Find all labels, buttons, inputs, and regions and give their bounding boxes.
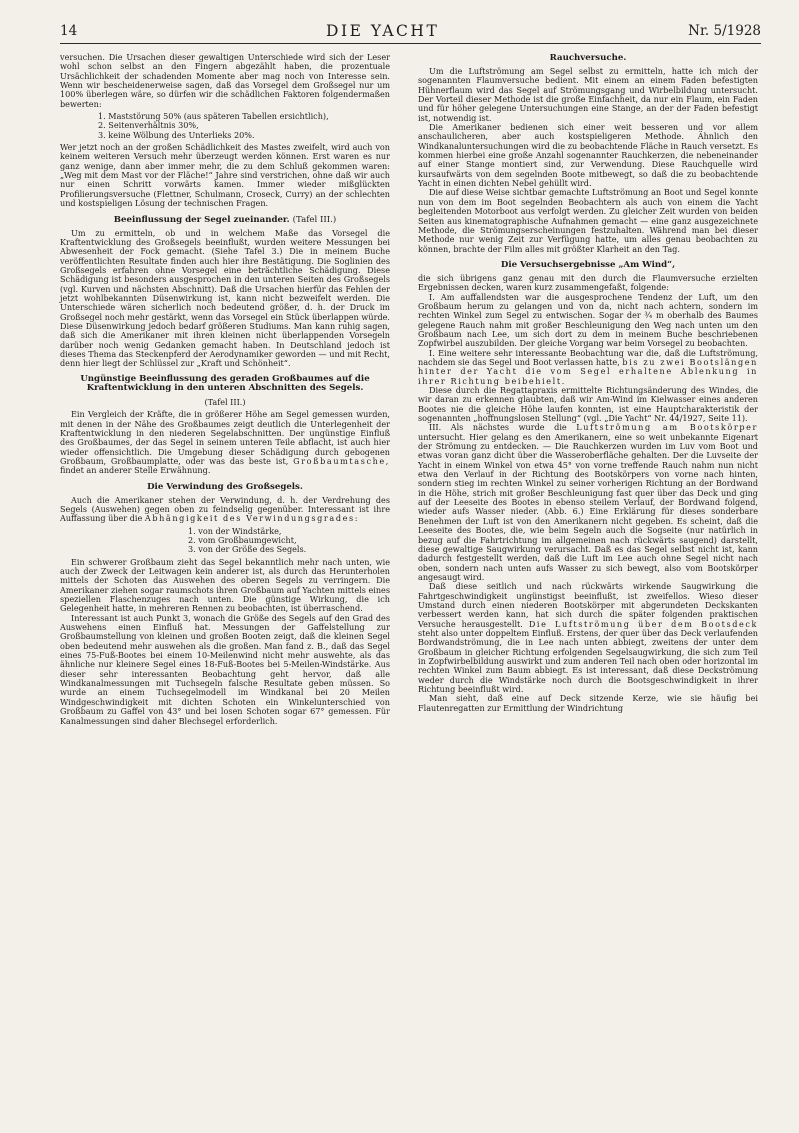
- paragraph: Daß diese seitlich und nach rückwärts wirkende Saugwirkung die Fahrtgeschwindigkeit ungünstigst beeinflußt, ist zweifellos. Wieso dieser Umstand durch einen niederen Bootskörper mit abgerundeten Deckskanten verbessert werden kann, hat sich durch die später folgenden praktischen Versuche herausgestellt. Die Luftströmung über dem Bootsdeck steht also unter doppeltem Einfluß. Erstens, der quer über das Deck verlaufenden Bordwandströmung, die in Lee nach unten abbiegt, zweitens der unter dem Großbaum in gleicher Richtung erfolgenden Segelsaugwirkung, die sich zum Teil in Zopfwirbelbildung auswirkt und zum anderen Teil nach oben oder horizontal im rechten Winkel zum Baum abbiegt. Es ist interessant, daß diese Deckströmung weder durch die Windstärke noch durch die Bootsgeschwindigkeit in ihrer Richtung beeinflußt wird.: [418, 581, 758, 694]
- right-column: [418, 53, 758, 713]
- spaced-emphasis: Abhängigkeit des Verwindungsgrades:: [144, 513, 360, 524]
- spaced-emphasis: Die Luftströmung über dem Bootsdeck: [528, 618, 758, 629]
- paragraph: Um zu ermitteln, ob und in welchem Maße das Vorsegel die Kraftentwicklung des Großsegels beeinflußt, wurden weitere Messungen bei Abwesenheit der Fock gemacht. (Siehe Tafel 3.) Die in meinem Buche veröffentlichten Resultate finden auch hier ihre Bestätigung. Die Soglinien des Großsegels erfahren ohne Vorsegel eine beträchtliche Schädigung. Diese Schädigung ist besonders ausgesprochen in den unteren Seiten des Großsegels (vgl. Kurven und nächsten Abschnitt). Daß die Ursachen hierfür das Fehlen der jetzt wohlbekannten Düsenwirkung ist, kann nicht bezweifelt werden. Die Unterschiede wären sicherlich noch bedeutend größer, d. h. der Druck im Großsegel noch mehr gestärkt, wenn das Vorsegel ein Stück überlappen würde. Diese Düsenwirkung jedoch bedarf größeren Studiums. Man kann ruhig sagen, daß sich die Amerikaner mit ihren kleinen nicht überlappenden Vorsegeln darüber noch wenig Gedanken gemacht haben. In Deutschland jedoch ist dieses Thema das Steckenpferd der Aerodynamiker geworden — und mit Recht, denn hier liegt der Schlüssel zur „Kraft und Schönheit“.: [60, 227, 390, 369]
- paragraph: Um die Luftströmung am Segel selbst zu ermitteln, hatte ich mich der sogenannten Flaumversuche bedient. Mit einem an einem Faden befestigten Hühnerflaum wird das Segel auf Strömungsgang und Wirbelbildung untersucht. Der Vorteil dieser Methode ist die große Einfachheit, da nur ein Flaum, ein Faden und für höher gelegene Untersuchungen eine Stange, an der der Faden befestigt ist, notwendig ist.: [418, 66, 758, 123]
- heading-plate-ref: (Tafel III.): [204, 396, 246, 407]
- paragraph: Ein Vergleich der Kräfte, die in größerer Höhe am Segel gemessen wurden, mit denen in der Nähe des Großbaumes zeigt deutlich die Unterlegenheit der Kraftentwicklung in den niederen Segelabschnitten. Der ungünstige Einfluß des Großbaumes, der das Segel in seinem unteren Teile abflacht, ist auch hier wieder offensichtlich. Die Umgebung dieser Schädigung durch gebogenen Großbaum, Großbaumplatte, oder was das beste ist, Großbaumtasche, findet an anderer Stelle Erwähnung.: [60, 409, 390, 476]
- list-item: 1. Maststörung 50% (aus späteren Tabellen ersichtlich),: [98, 111, 329, 122]
- header-rule: [60, 43, 761, 44]
- paragraph: III. Als nächstes wurde die Luftströmung am Bootskörper untersucht. Hier gelang es den Amerikanern, eine so weit unbekannte Eigenart der Strömung zu entdecken. — Die Rauchkerzen wurden im Luv vom Boot und etwas voran ganz dicht über die Wasseroberfläche gehalten. Der die Luvseite der Yacht in einem Winkel von etwa 45° von vorne treffende Rauch nahm nun nicht etwa den Verlauf in der Richtung des Bootskörpers von vorne nach hinten, sondern stieg im rechten Winkel zu seiner vorherigen Richtung an der Bordwand in die Höhe, strich mit großer Beschleunigung fast quer über das Deck und ging auf der Leeseite des Bootes in ebenso steilem Verlauf, der Bordwand folgend, wieder aufs Wasser nieder. (Abb. 6.) Eine Erklärung für dieses sonderbare Benehmen der Luft ist von den Amerikanern nicht gegeben. Es scheint, daß die Leeseite des Bootes, die, wie beim Segeln auch die Sogseite (nur natürlich in bezug auf die Fahrtrichtung im allgemeinen nach rückwärts saugend) darstellt, diese gewaltige Saugwirkung verursacht. Daß es das Segel selbst nicht ist, kann dadurch festgestellt werden, daß die Luft im Lee auch ohne Segel nicht nach oben, sondern nach unten aufs Wasser zu sich bewegt, also vom Bootskörper angesaugt wird.: [418, 422, 758, 582]
- spaced-emphasis: Luftströmung am Bootskörper: [576, 422, 758, 433]
- page-header: [60, 20, 761, 42]
- magazine-title: DIE YACHT: [326, 22, 440, 40]
- spaced-emphasis: Großbaumtasche,: [293, 455, 390, 466]
- section-heading: Rauchversuche.: [549, 53, 627, 63]
- paragraph: I. Am auffallendsten war die ausgesprochene Tendenz der Luft, um den Großbaum herum zu gelangen und von da, nicht nach achtern, sondern im rechten Winkel zum Segel zu entwischen. Sogar der ¾ m oberhalb des Baumes gelegene Rauch nahm mit großer Beschleunigung den Weg nach unten um den Großbaum nach Lee, um sich dort zu dem in meinem Buche beschriebenen Zopfwirbel auszubilden. Der gleiche Vorgang war beim Vorsegel zu beobachten.: [418, 291, 758, 349]
- heading-text: Beeinflussung der Segel zueinander.: [113, 214, 290, 225]
- left-column: [60, 53, 390, 726]
- paragraph: Die auf diese Weise sichtbar gemachte Luftströmung an Boot und Segel konnte nun von dem im Boot segelnden Beobachtern als auch von einem die Yacht begleitenden Motorboot aus verfolgt werden. Zu gleicher Zeit wurden von beiden Seiten aus kinematographische Aufnahmen gemacht — eine ganz ausgezeichnete Methode, die Strömungserscheinungen festzuhalten. Während man bei dieser Methode nur wenig Zeit zur Verfügung hatte, um alles genau beobachten zu können, brachte der Film alles mit größter Klarheit an den Tag.: [418, 187, 758, 254]
- paragraph: I. Eine weitere sehr interessante Beobachtung war die, daß die Luftströmung, nachdem sie das Segel und Boot verlassen hatte, bis zu zwei Bootslängen hinter der Yacht die vom Segel erhaltene Ablenkung in ihrer Richtung beibehielt.: [418, 347, 758, 386]
- issue-number: Nr. 5/1928: [688, 23, 761, 39]
- paragraph: Wer jetzt noch an der großen Schädlichkeit des Mastes zweifelt, wird auch von keinem weiteren Versuch mehr überzeugt werden können. Erst waren es nur ganz wenige, dann aber immer mehr, die zu dem Schluß gekommen waren: „Weg mit dem Mast vor der Fläche!“ Jahre sind verstrichen, ohne daß wir auch nur einen Schritt vorwärts kamen. Immer wieder mißglückten Profilierungsversuche (Flettner, Schulmann, Croseck, Curry) an der schlechten und kostspieligen Lösung der technischen Fragen.: [60, 142, 390, 209]
- paragraph: Diese durch die Regattapraxis ermittelte Richtungsänderung des Windes, die wir daran zu erkennen glaubten, daß wir Am-Wind im Kielwasser eines anderen Bootes nie die gleiche Höhe laufen konnten, ist eine Hauptcharakteristik der sogenannten „hoffnungslosen Stellung“ (vgl. „Die Yacht“ Nr. 44/1927, Seite 11).: [418, 385, 758, 424]
- list-item: 2. Seitenverhältnis 30%,: [98, 120, 199, 131]
- list-item: 1. von der Windstärke,: [188, 525, 282, 536]
- list-item: 2. vom Großbaumgewicht,: [188, 534, 297, 545]
- heading-plate-ref: (Tafel III.): [292, 214, 337, 225]
- paragraph: Ein schwerer Großbaum zieht das Segel bekanntlich mehr nach unten, wie auch der Zweck der Leitwagen kein anderer ist, als durch das Herunterholen mittels der Schoten das Auswehen des oberen Segels zu verringern. Die Amerikaner ziehen sogar raumschots ihren Großbaum auf Yachten mittels eines speziellen Flaschenzuges nach unten. Die günstige Wirkung, die ich Gelegenheit hatte, in mehreren Rennen zu beobachten, ist überraschend.: [60, 556, 390, 614]
- paragraph: Interessant ist auch Punkt 3, wonach die Größe des Segels auf den Grad des Auswehens einen Einfluß hat. Messungen der Gaffelstellung zur Großbaumstellung von kleinen und großen Booten zeigt, daß die kleinen Segel oben bedeutend mehr auswehen als die großen. Man fand z. B., daß das Segel eines 75-Fuß-Bootes bei einem 10-Meilenwind nicht mehr auswehte, als das ähnliche nur kleinere Segel eines 18-Fuß-Bootes bei 5-Meilen-Windstärke. Aus dieser sehr interessanten Beobachtung geht hervor, daß alle Windkanalmessungen mit Tuchsegeln falsche Resultate geben müssen. So wurde an einem Tuchsegelmodell im Windkanal bei 20 Meilen Windgeschwindigkeit mit dichten Schoten ein Winkelunterschied von Großbaum zu Gaffel von 43° und bei losen Schoten sogar 67° gemessen. Für Kanalmessungen sind daher Blechsegel erforderlich.: [60, 612, 390, 726]
- dependency-list: [60, 527, 390, 555]
- factor-list: [60, 112, 390, 140]
- section-heading: Ungünstige Beeinflussung des geraden Großbaumes auf die Kraftentwicklung in den unteren Abschnitten des Segels.: [80, 373, 370, 394]
- page-number: 14: [60, 23, 78, 39]
- section-heading: Die Versuchsergebnisse „Am Wind“,: [500, 259, 676, 270]
- paragraph: Man sieht, daß eine auf Deck sitzende Kerze, wie sie häufig bei Flautenregatten zur Ermittlung der Windrichtung: [418, 693, 758, 713]
- section-heading: Die Verwindung des Großsegels.: [147, 481, 303, 492]
- spaced-emphasis: bis zu zwei Bootslängen hinter der Yacht die vom Segel erhaltene Ablenkung in ihrer Richtung beibehielt.: [418, 356, 758, 386]
- list-item: 3. von der Größe des Segels.: [188, 544, 307, 555]
- paragraph: versuchen. Die Ursachen dieser gewaltigen Unterschiede wird sich der Leser wohl schon selbst an den Fingern abgezählt haben, die prozentuale Ursächlichkeit der schadenden Momente aber mag noch von Interesse sein. Wenn wir bescheidenerweise sagen, daß das Vorsegel dem Großsegel nur um 100% überlegen wäre, so dürfen wir die schädlichen Faktoren folgendermaßen bewerten:: [60, 52, 390, 109]
- paragraph: Die Amerikaner bedienen sich einer weit besseren und vor allem anschaulicheren, aber auch kostspieligeren Methode. Ähnlich den Windkanaluntersuchungen wird die zu beobachtende Fläche in Rauch versetzt. Es kommen hierbei eine große Anzahl sogenannter Rauchkerzen, die nebeneinander auf einer Stange montiert sind, zur Verwendung. Diese Rauchquelle wird kursaufwärts von dem segelnden Boote mitbewegt, so daß die zu beobachtende Yacht in einen dichten Nebel gehüllt wird.: [418, 122, 758, 189]
- section-heading: [60, 215, 390, 225]
- paragraph: die sich übrigens ganz genau mit den durch die Flaumversuche erzielten Ergebnissen decken, waren kurz zusammengefaßt, folgende:: [418, 272, 758, 293]
- paragraph: Auch die Amerikaner stehen der Verwindung, d. h. der Verdrehung des Segels (Auswehen) gegen oben zu feindselig gegenüber. Interessant ist ihre Auffassung über die Abhängigkeit des Verwindungsgrades:: [60, 494, 390, 524]
- list-item: 3. keine Wölbung des Unterlieks 20%.: [98, 129, 255, 140]
